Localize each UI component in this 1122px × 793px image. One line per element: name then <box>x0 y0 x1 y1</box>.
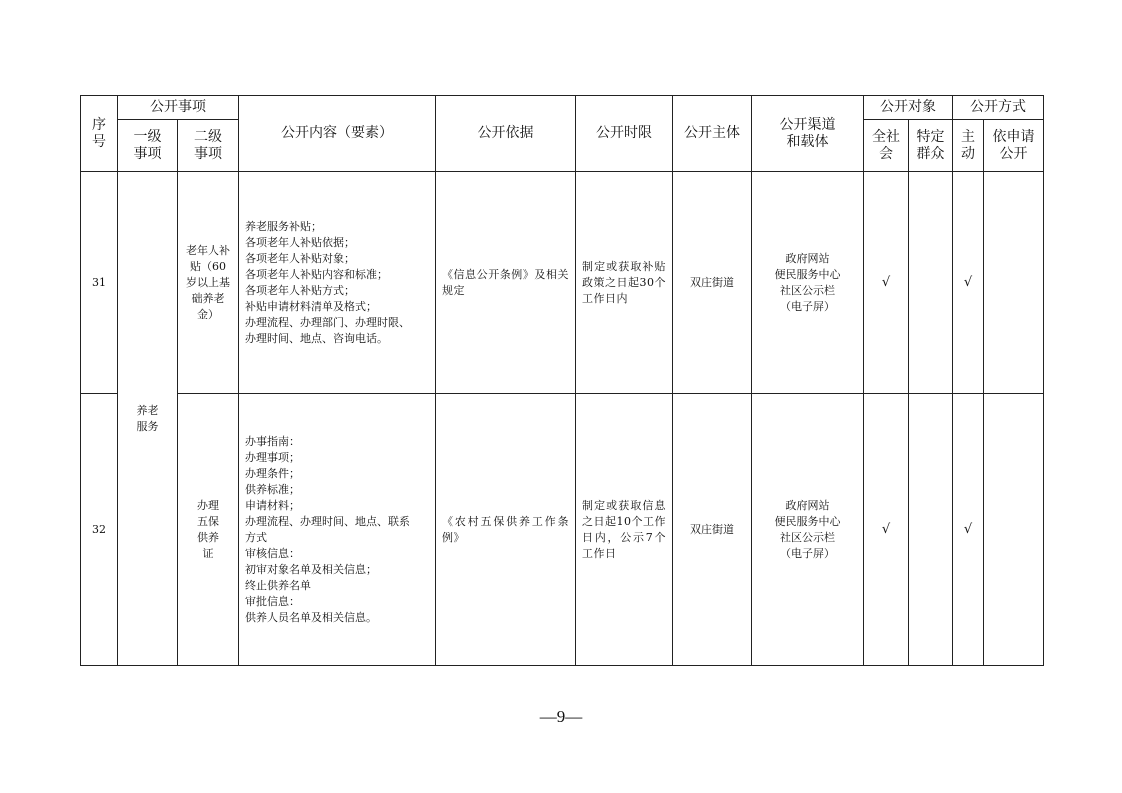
content-line: 办理事项； <box>245 450 300 464</box>
header-on-request: 依申请公开 <box>984 120 1044 172</box>
time-limit-cell: 制定或获取信息之日起10个工作日内，公示7个工作日 <box>576 394 673 666</box>
content-line: 供养标准； <box>245 482 300 496</box>
channel-line: 社区公示栏 <box>780 283 835 297</box>
content-line: 办事指南： <box>245 434 300 448</box>
subject-cell: 双庄街道 <box>673 394 752 666</box>
time-limit-cell: 制定或获取补贴政策之日起30个工作日内 <box>576 172 673 394</box>
basis-cell: 《农村五保供养工作条例》 <box>436 394 576 666</box>
channel-line: （电子屏） <box>780 299 835 313</box>
header-whole-society: 全社会 <box>864 120 909 172</box>
subject-cell: 双庄街道 <box>673 172 752 394</box>
header-subject: 公开主体 <box>673 96 752 172</box>
channel-line: 社区公示栏 <box>780 530 835 544</box>
level2-cell: 办理五保供养证 <box>178 394 239 666</box>
content-line: 申请材料； <box>245 498 300 512</box>
level1-cell: 养老服务 <box>118 172 178 666</box>
header-target: 公开对象 <box>864 96 953 120</box>
content-line: 终止供养名单 <box>245 578 311 592</box>
specific-group-check <box>909 394 953 666</box>
channel-line: 政府网站 <box>785 498 830 512</box>
content-line: 各项老年人补贴方式； <box>245 283 355 297</box>
header-content: 公开内容（要素） <box>239 96 436 172</box>
header-specific-group: 特定群众 <box>909 120 953 172</box>
content-line: 各项老年人补贴内容和标准； <box>245 267 388 281</box>
page-number: —9— <box>539 707 583 726</box>
channel-line: 便民服务中心 <box>774 267 841 281</box>
level2-cell: 老年人补贴（60岁以上基础养老金） <box>178 172 239 394</box>
header-matters: 公开事项 <box>118 96 239 120</box>
content-cell <box>239 172 436 394</box>
content-line: 办理时间、地点、咨询电话。 <box>245 331 388 345</box>
content-line: 各项老年人补贴对象； <box>245 251 355 265</box>
content-line: 养老服务补贴； <box>245 219 322 233</box>
disclosure-table <box>80 95 1044 666</box>
channel-cell <box>752 172 864 394</box>
content-line: 办理条件； <box>245 466 300 480</box>
content-line: 供养人员名单及相关信息。 <box>245 610 377 624</box>
channel-cell <box>752 394 864 666</box>
content-line: 办理流程、办理时间、地点、联系 <box>245 514 410 528</box>
active-check: √ <box>953 172 984 394</box>
basis-cell: 《信息公开条例》及相关规定 <box>436 172 576 394</box>
header-basis: 公开依据 <box>436 96 576 172</box>
header-channel: 公开渠道和载体 <box>752 96 864 172</box>
channel-line: 政府网站 <box>785 251 830 265</box>
content-line: 初审对象名单及相关信息； <box>245 562 377 576</box>
content-line: 各项老年人补贴依据； <box>245 235 355 249</box>
on-request-check <box>984 394 1044 666</box>
header-time-limit: 公开时限 <box>576 96 673 172</box>
active-check: √ <box>953 394 984 666</box>
content-line: 补贴申请材料清单及格式； <box>245 299 377 313</box>
table-row <box>81 394 1044 666</box>
header-seq: 序号 <box>81 96 118 172</box>
content-line: 审核信息： <box>245 546 300 560</box>
header-active: 主动 <box>953 120 984 172</box>
content-cell <box>239 394 436 666</box>
specific-group-check <box>909 172 953 394</box>
row-seq: 32 <box>81 394 118 666</box>
channel-line: （电子屏） <box>780 546 835 560</box>
channel-line: 便民服务中心 <box>774 514 841 528</box>
header-method: 公开方式 <box>953 96 1044 120</box>
content-line: 方式 <box>245 530 267 544</box>
row-seq: 31 <box>81 172 118 394</box>
content-line: 办理流程、办理部门、办理时限、 <box>245 315 410 329</box>
on-request-check <box>984 172 1044 394</box>
whole-society-check: √ <box>864 394 909 666</box>
table-row <box>81 172 1044 394</box>
header-level2: 二级事项 <box>178 120 239 172</box>
header-level1: 一级事项 <box>118 120 178 172</box>
content-line: 审批信息： <box>245 594 300 608</box>
whole-society-check: √ <box>864 172 909 394</box>
